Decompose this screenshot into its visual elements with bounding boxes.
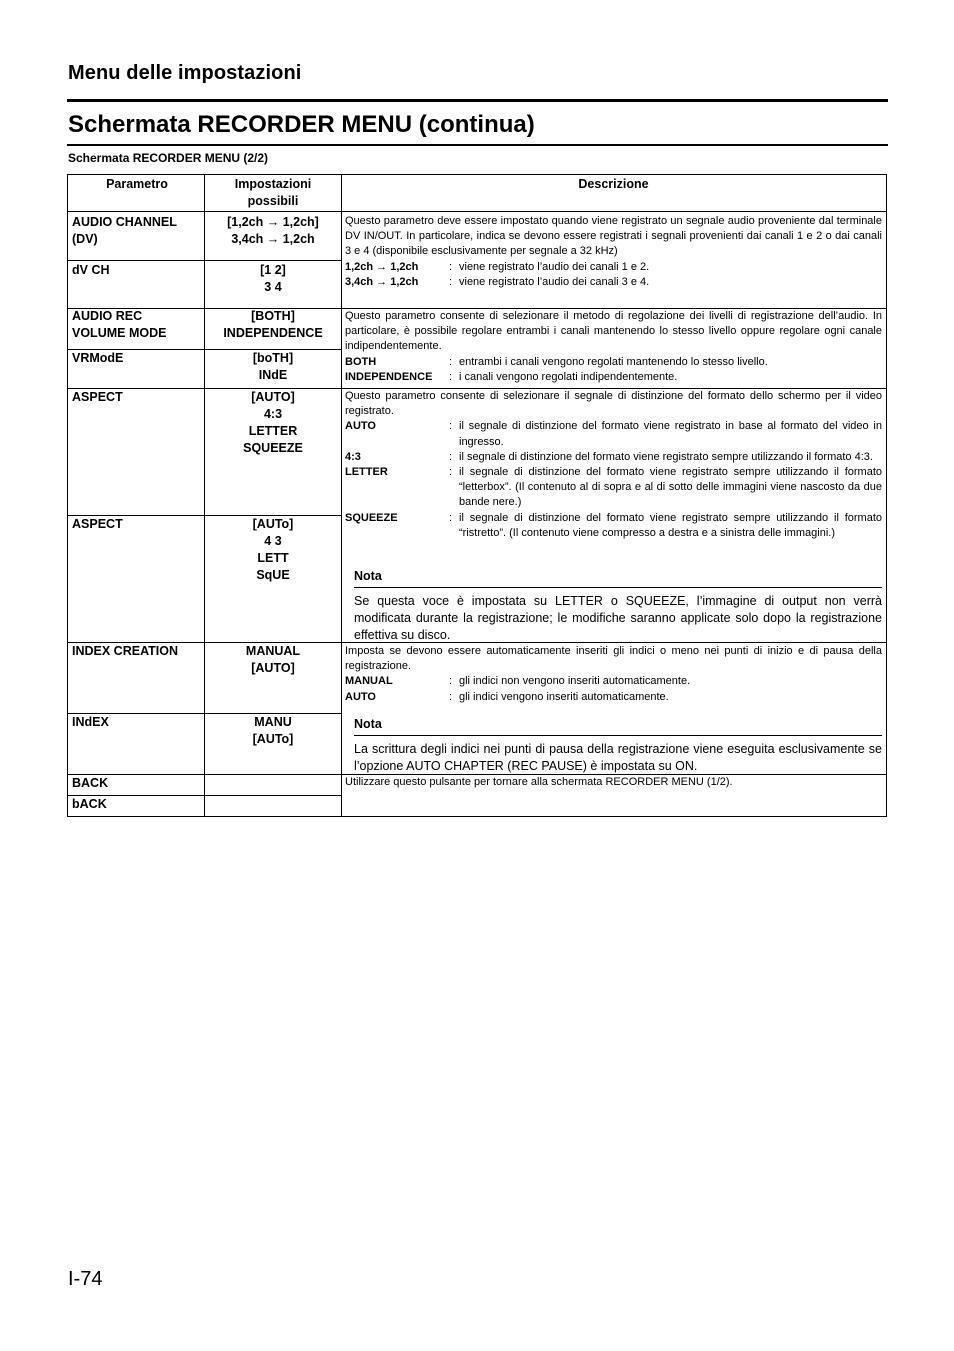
definition-term: 4:3 xyxy=(345,450,361,463)
definition-text: il segnale di distinzione del formato viene registrato sempre utilizzando il formato 4:3. xyxy=(459,450,873,463)
column-divider xyxy=(204,175,205,816)
definition-term: BOTH xyxy=(345,355,377,368)
definition-term: MANUAL xyxy=(345,675,393,688)
display-value: [AUTo] xyxy=(252,517,294,531)
definition-item: 4:3 : il segnale di distinzione del formato viene registrato sempre utilizzando il formato 4:3. xyxy=(345,450,882,465)
display-value: 3 4 xyxy=(264,280,282,294)
definition-text: gli indici vengono inseriti automaticamente. xyxy=(459,690,669,703)
display-value: 4 3 xyxy=(264,534,282,548)
setting-aspect xyxy=(206,389,340,457)
param-audio-channel xyxy=(72,214,202,248)
display-value: SqUE xyxy=(256,568,290,582)
page-number: I-74 xyxy=(68,1268,103,1290)
definition-term: SQUEEZE xyxy=(345,511,398,524)
display-param-audio-channel: dV CH xyxy=(72,263,110,277)
setting-value: [AUTO] xyxy=(251,661,295,675)
row-divider xyxy=(68,211,886,212)
setting-value: MANUAL xyxy=(245,644,301,658)
page-title: Schermata RECORDER MENU (continua) xyxy=(68,111,535,138)
param-back: BACK xyxy=(72,776,109,790)
definition-term: LETTER xyxy=(345,466,388,479)
definition-term: AUTO xyxy=(345,420,376,433)
definition-text: viene registrato l’audio dei canali 3 e 4. xyxy=(459,275,650,288)
param-index-creation: INDEX CREATION xyxy=(72,644,179,658)
note-aspect xyxy=(354,568,882,644)
description-audio-rec xyxy=(345,309,882,385)
param-line: (DV) xyxy=(72,232,98,246)
display-param-back: bACK xyxy=(72,797,107,811)
param-aspect: ASPECT xyxy=(72,390,123,404)
definition-item: AUTO : gli indici vengono inseriti automaticamente. xyxy=(345,690,882,705)
display-value: INdE xyxy=(258,368,288,382)
header-settings-line2: possibili xyxy=(247,194,299,208)
definition-item: 1,2ch → 1,2ch : viene registrato l’audio dei canali 1 e 2. xyxy=(345,260,882,275)
setting-value: [AUTO] xyxy=(251,390,295,404)
setting-audio-rec xyxy=(206,308,340,342)
display-setting-index xyxy=(206,714,340,748)
display-value: [AUTo] xyxy=(252,732,294,746)
display-value: LETT xyxy=(257,551,289,565)
header-settings xyxy=(206,176,340,210)
setting-value: LETTER xyxy=(248,424,298,438)
param-line: AUDIO CHANNEL xyxy=(72,215,177,229)
display-param-index: INdEX xyxy=(72,715,109,729)
description-text: Questo parametro consente di selezionare il metodo di regolazione dei livelli di registrazione dell’audio. In particolare, è possibile regolare entrambi i canali mantenendo lo stesso livello oppure regolare ogni canale indipendentemente. xyxy=(345,310,882,353)
setting-value: 3,4ch → 1,2ch xyxy=(231,232,315,246)
display-param-audio-rec: VRModE xyxy=(72,351,124,365)
definition-text: viene registrato l’audio dei canali 1 e 2. xyxy=(459,260,650,273)
definition-item: 3,4ch → 1,2ch : viene registrato l’audio dei canali 3 e 4. xyxy=(345,275,882,290)
definition-text: il segnale di distinzione del formato viene registrato sempre utilizzando il formato “letterbox”. (Il contenuto al di sopra e al di sotto delle immagini viene nascosto da due bande nere.) xyxy=(459,466,882,509)
settings-table xyxy=(67,174,887,817)
title-divider xyxy=(67,144,888,146)
description-audio-channel xyxy=(345,214,882,290)
table-caption: Schermata RECORDER MENU (2/2) xyxy=(68,151,269,165)
description-back: Utilizzare questo pulsante per tornare alla schermata RECORDER MENU (1/2). xyxy=(345,776,733,788)
description-text: Questo parametro deve essere impostato quando viene registrato un segnale audio proveniente dal terminale DV IN/OUT. In particolare, indica se devono essere registrati i segnali provenienti dai canali 1 e 2 o dai canali 3 e 4 (disponibile esclusivamente per segnale a 32 kHz) xyxy=(345,215,882,258)
definition-text: il segnale di distinzione del formato viene registrato in base al formato del video in ingresso. xyxy=(459,420,882,448)
setting-value: [1,2ch → 1,2ch] xyxy=(227,215,319,229)
display-param-aspect: ASPECT xyxy=(72,517,123,531)
definition-item: AUTO : il segnale di distinzione del formato viene registrato in base al formato del video in ingresso. xyxy=(345,419,882,449)
setting-index-creation xyxy=(206,643,340,677)
header-settings-line1: Impostazioni xyxy=(234,177,312,191)
definition-term: INDEPENDENCE xyxy=(345,370,433,383)
setting-audio-channel xyxy=(206,214,340,248)
display-value: [boTH] xyxy=(252,351,294,365)
column-divider xyxy=(341,175,342,816)
description-text: Questo parametro consente di selezionare il segnale di distinzione del formato dello schermo per il video registrato. xyxy=(345,390,882,418)
definition-item: SQUEEZE : il segnale di distinzione del formato viene registrato sempre utilizzando il formato “ristretto”. (Il contenuto viene compresso a destra e a sinistra delle immagini.) xyxy=(345,511,882,541)
note-text: La scrittura degli indici nei punti di pausa della registrazione viene eseguita esclusivamente se l’opzione AUTO CHAPTER (REC PAUSE) è impostata su ON. xyxy=(354,742,882,773)
setting-value: INDEPENDENCE xyxy=(223,326,323,340)
definition-item: MANUAL : gli indici non vengono inseriti automaticamente. xyxy=(345,674,882,689)
setting-value: SQUEEZE xyxy=(243,441,303,455)
section-divider xyxy=(67,99,888,102)
definition-term: 1,2ch → 1,2ch xyxy=(345,260,419,273)
display-value: [1 2] xyxy=(260,263,286,277)
definition-item: BOTH : entrambi i canali vengono regolati mantenendo lo stesso livello. xyxy=(345,355,882,370)
note-index xyxy=(354,716,882,775)
description-text: Imposta se devono essere automaticamente inseriti gli indici o meno nei punti di inizio e di pausa della registrazione. xyxy=(345,645,882,673)
definition-text: entrambi i canali vengono regolati mantenendo lo stesso livello. xyxy=(459,355,768,368)
display-value: MANU xyxy=(254,715,292,729)
definition-term: AUTO xyxy=(345,690,376,703)
section-title: Menu delle impostazioni xyxy=(68,62,302,84)
note-title: Nota xyxy=(354,716,882,736)
note-text: Se questa voce è impostata su LETTER o SQUEEZE, l’immagine di output non verrà modificata durante la registrazione; le modifiche saranno applicate solo dopo la registrazione effettiva su disco. xyxy=(354,594,882,642)
param-audio-rec xyxy=(72,308,202,342)
param-line: VOLUME MODE xyxy=(72,326,167,340)
header-param: Parametro xyxy=(106,177,168,191)
definition-item: INDEPENDENCE : i canali vengono regolati indipendentemente. xyxy=(345,370,882,385)
definition-text: il segnale di distinzione del formato viene registrato sempre utilizzando il formato “ristretto”. (Il contenuto viene compresso a destra e a sinistra delle immagini.) xyxy=(459,511,882,539)
setting-value: 4:3 xyxy=(263,407,283,421)
display-setting-audio-channel xyxy=(206,262,340,296)
display-setting-audio-rec xyxy=(206,350,340,384)
display-setting-aspect xyxy=(206,516,340,584)
definition-item: LETTER : il segnale di distinzione del formato viene registrato sempre utilizzando il formato “letterbox”. (Il contenuto al di sopra e al di sotto delle immagini viene nascosto da due bande nere.) xyxy=(345,465,882,511)
param-line: AUDIO REC xyxy=(72,309,143,323)
note-title: Nota xyxy=(354,568,882,588)
subrow-divider xyxy=(68,260,341,261)
definition-text: i canali vengono regolati indipendentemente. xyxy=(459,370,678,383)
description-index-creation xyxy=(345,644,882,705)
header-description: Descrizione xyxy=(578,177,649,191)
description-aspect xyxy=(345,389,882,541)
definition-term: 3,4ch → 1,2ch xyxy=(345,275,419,288)
setting-value: [BOTH] xyxy=(251,309,295,323)
definition-text: gli indici non vengono inseriti automaticamente. xyxy=(459,675,691,688)
